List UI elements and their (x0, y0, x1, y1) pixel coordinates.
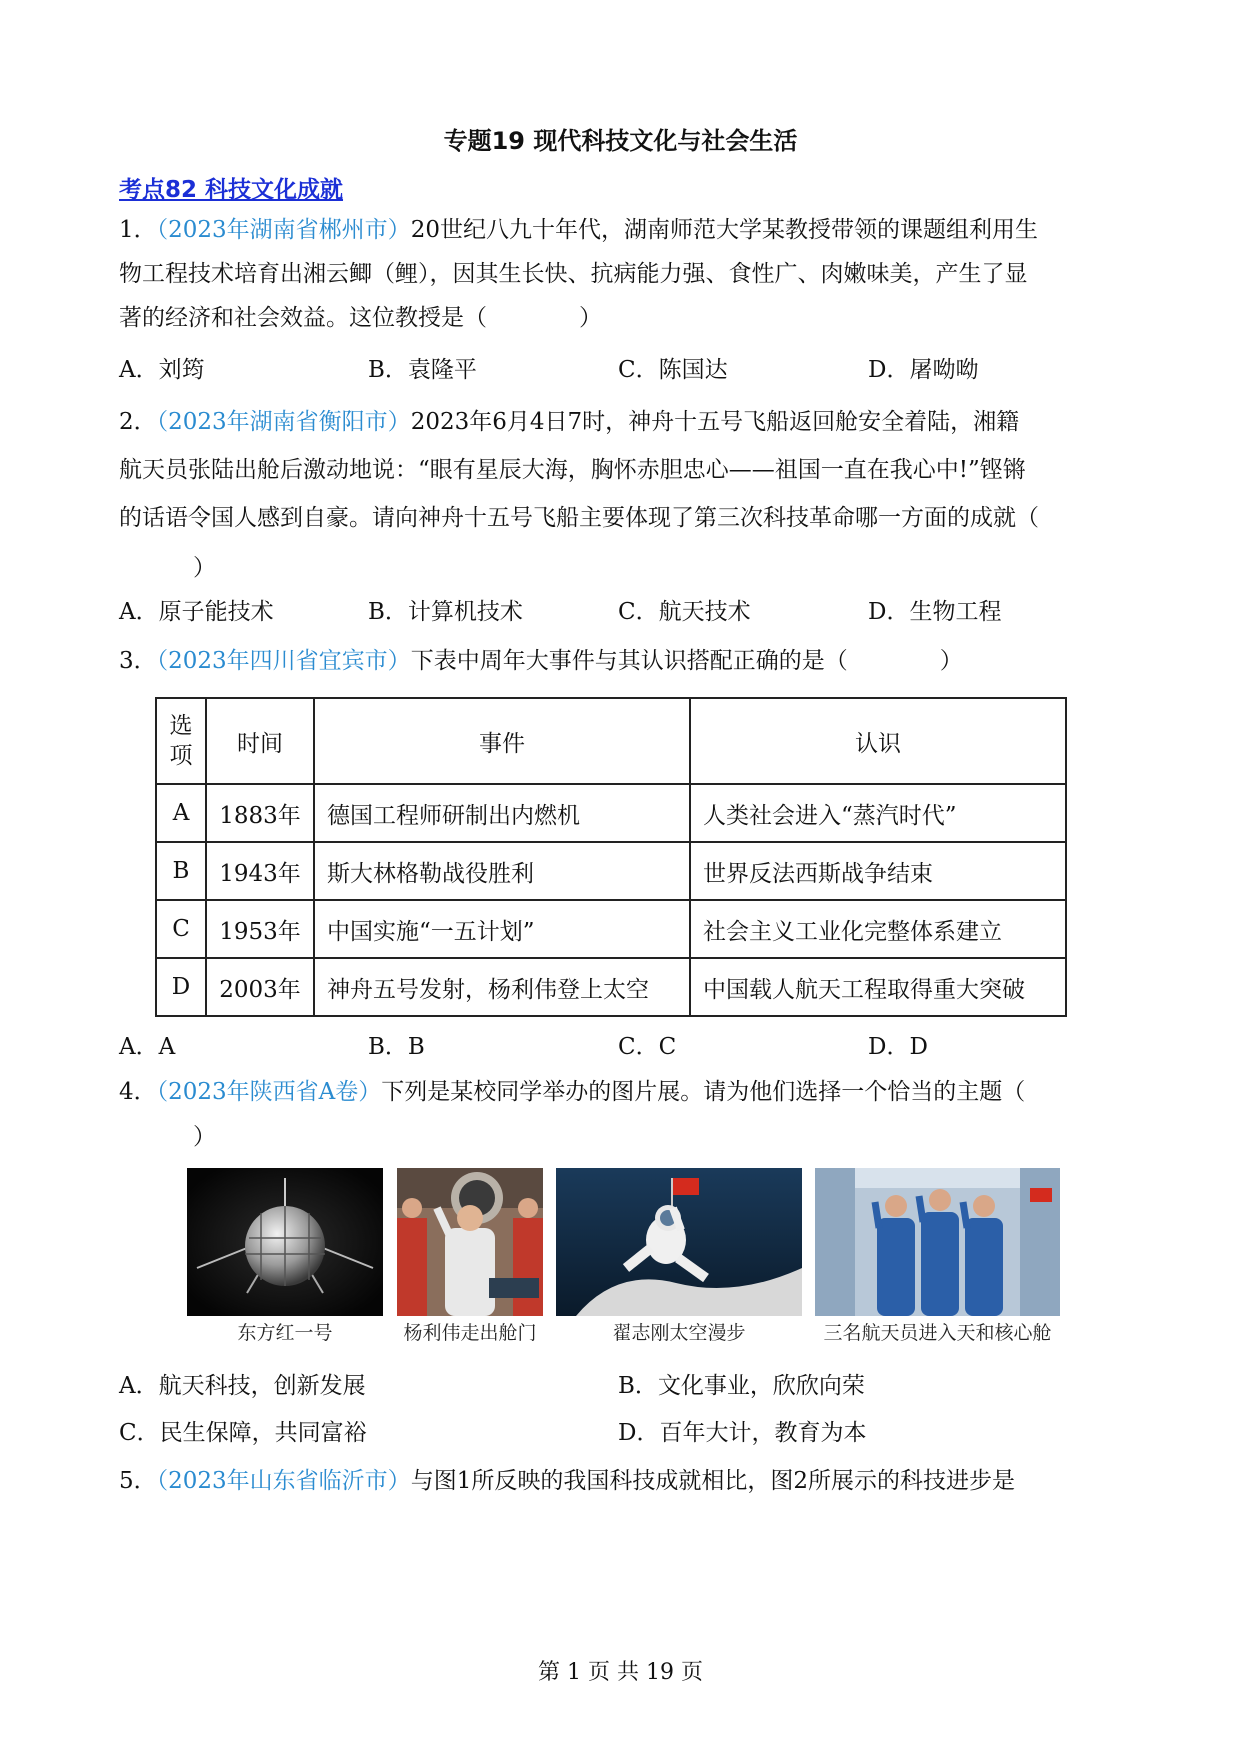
q2-text1: 2023年6月4日7时，神舟十五号飞船返回舱安全着陆，湘籍 (410, 409, 1020, 435)
q3-stem: 下表中周年大事件与其认识搭配正确的是（ ） (410, 648, 963, 674)
table-cell-option: A (156, 784, 206, 842)
q2-line4: ） (193, 555, 216, 581)
table-cell-knowledge: 人类社会进入“蒸汽时代” (690, 784, 1066, 842)
caption-satellite: 东方红一号 (237, 1322, 333, 1344)
table-row (156, 784, 1066, 842)
table-cell-event: 德国工程师研制出内燃机 (314, 784, 690, 842)
table-cell-event: 中国实施“一五计划” (314, 900, 690, 958)
q3-table (155, 697, 1067, 1017)
q1-source: （2023年湖南省郴州市） (156, 217, 411, 243)
section-heading: 考点82 科技文化成就 (119, 177, 344, 203)
q5-line1 (119, 1466, 1015, 1496)
q2-number: 2． (119, 409, 157, 435)
table-header-option: 选项 (156, 698, 206, 784)
q2-source: （2023年湖南省衡阳市） (156, 409, 411, 435)
table-cell-time: 1953年 (206, 900, 314, 958)
table-cell-event: 斯大林格勒战役胜利 (314, 842, 690, 900)
table-cell-event: 神舟五号发射，杨利伟登上太空 (314, 958, 690, 1016)
table-cell-knowledge: 世界反法西斯战争结束 (690, 842, 1066, 900)
table-header-knowledge: 认识 (690, 698, 1066, 784)
q2-line1 (119, 407, 1019, 437)
q3-option-d[interactable]: D．D (868, 1034, 928, 1060)
table-row (156, 958, 1066, 1016)
table-cell-time: 1883年 (206, 784, 314, 842)
q5-text1: 与图1所反映的我国科技成就相比，图2所展示的科技进步是 (410, 1468, 1015, 1494)
q4-option-a[interactable]: A．航天科技，创新发展 (119, 1373, 366, 1399)
q1-line2: 物工程技术培育出湘云鲫（鲤），因其生长快、抗病能力强、食性广、肉嫩味美，产生了显 (119, 261, 1028, 287)
q4-option-b[interactable]: B．文化事业，欣欣向荣 (618, 1373, 865, 1399)
table-header-event: 事件 (314, 698, 690, 784)
table-row (156, 900, 1066, 958)
q1-number: 1． (119, 217, 157, 243)
q2-line3: 的话语令国人感到自豪。请向神舟十五号飞船主要体现了第三次科技革命哪一方面的成就（ (119, 505, 1039, 531)
q3-source: （2023年四川省宜宾市） (156, 648, 411, 674)
q4-option-c[interactable]: C．民生保障，共同富裕 (119, 1420, 367, 1446)
q1-text1: 20世纪八九十年代，湖南师范大学某教授带领的课题组利用生 (410, 217, 1038, 243)
satellite-photo (187, 1168, 383, 1316)
caption-spacewalk: 翟志刚太空漫步 (612, 1322, 746, 1344)
table-cell-knowledge: 中国载人航天工程取得重大突破 (690, 958, 1066, 1016)
table-header-row (156, 698, 1066, 784)
page-footer: 第 1 页 共 19 页 (538, 1660, 703, 1685)
caption-yang-liwei: 杨利伟走出舱门 (403, 1322, 537, 1344)
q4-number: 4． (119, 1079, 157, 1105)
tianhe-astronauts-photo (815, 1168, 1060, 1316)
q4-option-d[interactable]: D．百年大计，教育为本 (618, 1420, 867, 1446)
yang-liwei-photo (397, 1168, 543, 1316)
q3-option-b[interactable]: B．B (368, 1034, 425, 1060)
q2-option-a[interactable]: A．原子能技术 (119, 599, 274, 625)
caption-tianhe: 三名航天员进入天和核心舱 (823, 1322, 1052, 1344)
q4-line1 (119, 1077, 1025, 1107)
table-cell-option: D (156, 958, 206, 1016)
q1-option-c[interactable]: C．陈国达 (618, 357, 728, 383)
q3-option-c[interactable]: C．C (618, 1034, 677, 1060)
q3-line1 (119, 646, 963, 676)
q3-option-a[interactable]: A．A (119, 1034, 176, 1060)
table-cell-option: C (156, 900, 206, 958)
table-cell-time: 1943年 (206, 842, 314, 900)
table-cell-knowledge: 社会主义工业化完整体系建立 (690, 900, 1066, 958)
table-header-time: 时间 (206, 698, 314, 784)
q4-stem: 下列是某校同学举办的图片展。请为他们选择一个恰当的主题（ (381, 1079, 1026, 1105)
q2-option-c[interactable]: C．航天技术 (618, 599, 751, 625)
q2-option-d[interactable]: D．生物工程 (868, 599, 1002, 625)
q1-line3: 著的经济和社会效益。这位教授是（ ） (119, 305, 602, 331)
q2-option-b[interactable]: B．计算机技术 (368, 599, 523, 625)
q5-number: 5． (119, 1468, 157, 1494)
q3-number: 3． (119, 648, 157, 674)
page-title: 专题19 现代科技文化与社会生活 (443, 127, 798, 155)
q4-line2: ） (193, 1124, 216, 1150)
spacewalk-photo (556, 1168, 802, 1316)
table-row (156, 842, 1066, 900)
table-cell-time: 2003年 (206, 958, 314, 1016)
q1-line1 (119, 215, 1038, 245)
q1-option-a[interactable]: A．刘筠 (119, 357, 205, 383)
q4-source: （2023年陕西省A卷） (156, 1079, 382, 1105)
q1-option-b[interactable]: B．袁隆平 (368, 357, 477, 383)
q2-line2: 航天员张陆出舱后激动地说：“眼有星辰大海，胸怀赤胆忠心——祖国一直在我心中!”铿锵 (119, 457, 1026, 483)
q5-source: （2023年山东省临沂市） (156, 1468, 411, 1494)
table-cell-option: B (156, 842, 206, 900)
q1-option-d[interactable]: D．屠呦呦 (868, 357, 979, 383)
